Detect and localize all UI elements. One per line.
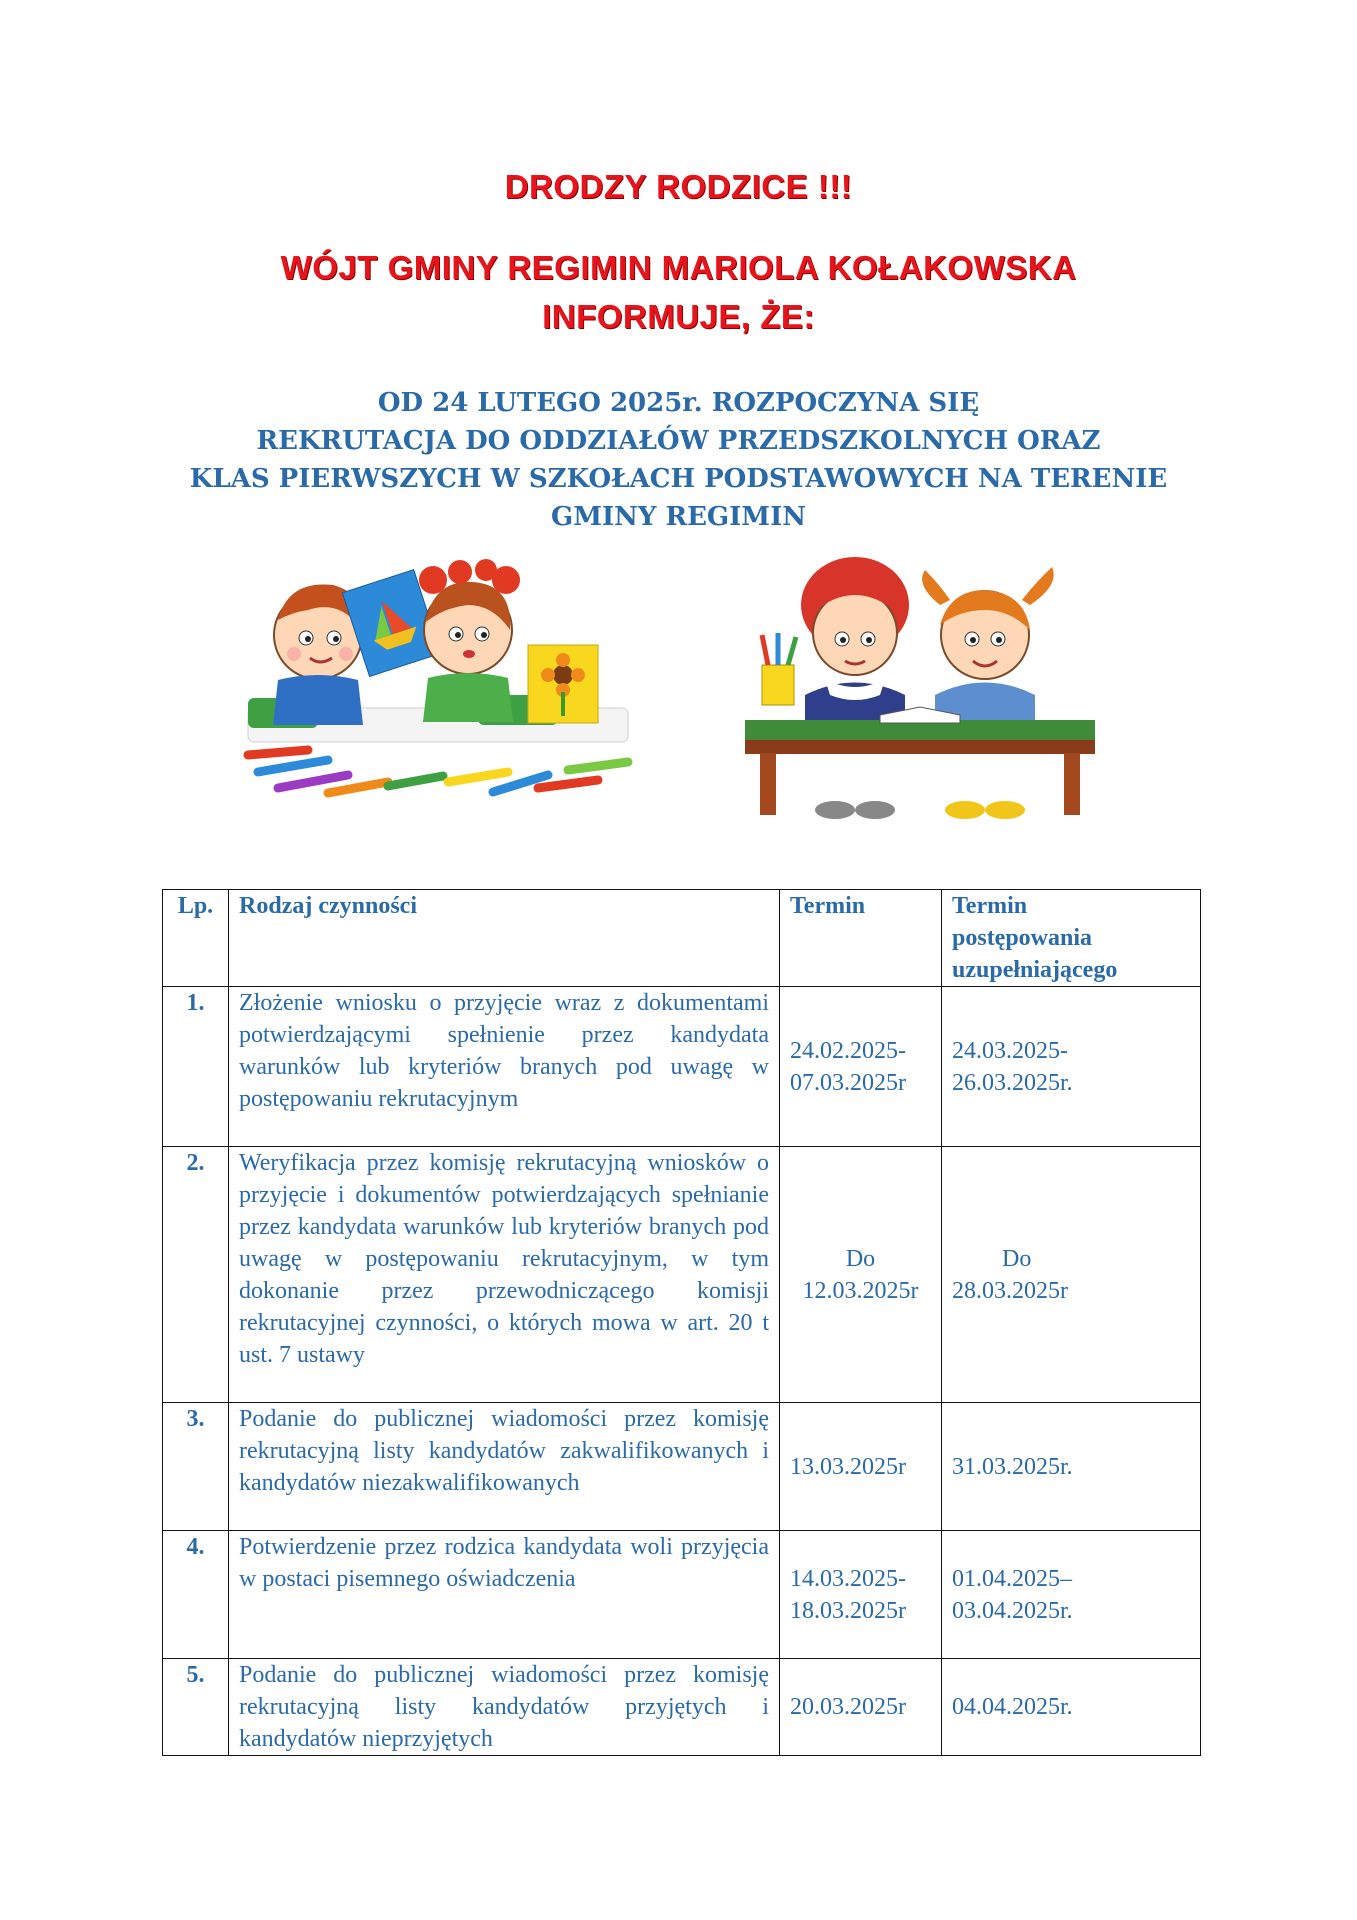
announcement-line-1: OD 24 LUTEGO 2025r. ROZPOCZYNA SIĘ (377, 388, 980, 418)
row-term: 24.02.2025- 07.03.2025r (780, 987, 942, 1147)
recruitment-schedule-table (162, 889, 1201, 1756)
children-drawing-illustration (238, 550, 658, 810)
row-lp: 4. (163, 1531, 229, 1659)
row-term: 14.03.2025- 18.03.2025r (780, 1531, 942, 1659)
row-supplementary-term: 24.03.2025- 26.03.2025r. (942, 987, 1201, 1147)
table-header-row (163, 890, 1201, 987)
table-row (163, 1147, 1201, 1403)
row-activity: Potwierdzenie przez rodzica kandydata woli przyjęcia w postaci pisemnego oświadczenia (229, 1531, 780, 1659)
header-supp-line-3: uzupełniającego (952, 957, 1118, 983)
header-lp: Lp. (163, 890, 229, 987)
header-supp-line-2: postępowania (952, 925, 1093, 951)
row-lp: 2. (163, 1147, 229, 1403)
header-activity: Rodzaj czynności (229, 890, 780, 987)
table-row (163, 987, 1201, 1147)
header-supplementary-term (942, 890, 1201, 987)
greeting-title: DRODZY RODZICE !!! (504, 168, 853, 205)
header-term: Termin (780, 890, 942, 987)
mayor-title: WÓJT GMINY REGIMIN MARIOLA KOŁAKOWSKA (280, 249, 1077, 286)
row-lp: 3. (163, 1403, 229, 1531)
row-supplementary-term: 01.04.2025– 03.04.2025r. (942, 1531, 1201, 1659)
table-row (163, 1403, 1201, 1531)
row-lp: 1. (163, 987, 229, 1147)
row-term: 13.03.2025r (780, 1403, 942, 1531)
row-term: 20.03.2025r (780, 1659, 942, 1756)
announcement-line-3: KLAS PIERWSZYCH W SZKOŁACH PODSTAWOWYCH NA TERENIE (189, 464, 1168, 494)
announcement-line-4: GMINY REGIMIN (550, 502, 807, 532)
row-supplementary-term: Do 28.03.2025r (942, 1147, 1201, 1403)
row-activity: Podanie do publicznej wiadomości przez komisję rekrutacyjną listy kandydatów zakwalifikowanych i kandydatów niezakwalifikowanych (229, 1403, 780, 1531)
row-lp: 5. (163, 1659, 229, 1756)
children-at-desk-illustration (740, 555, 1100, 825)
informs-title: INFORMUJE, ŻE: (542, 298, 815, 335)
announcement-line-2: REKRUTACJA DO ODDZIAŁÓW PRZEDSZKOLNYCH ORAZ (256, 426, 1101, 456)
table-row (163, 1659, 1201, 1756)
row-supplementary-term: 04.04.2025r. (942, 1659, 1201, 1756)
row-activity: Złożenie wniosku o przyjęcie wraz z dokumentami potwierdzającymi spełnienie przez kandydata warunków lub kryteriów branych pod uwagę w postępowaniu rekrutacyjnym (229, 987, 780, 1147)
row-activity: Podanie do publicznej wiadomości przez komisję rekrutacyjną listy kandydatów przyjętych i kandydatów nieprzyjętych (229, 1659, 780, 1756)
row-activity: Weryfikacja przez komisję rekrutacyjną wniosków o przyjęcie i dokumentów potwierdzających spełnianie przez kandydata warunków lub kryteriów branych pod uwagę w postępowaniu rekrutacyjnym, w tym dokonanie przez przewodniczącego komisji rekrutacyjnej czynności, o których mowa w art. 20 t ust. 7 ustawy (229, 1147, 780, 1403)
table-row (163, 1531, 1201, 1659)
header-supp-line-1: Termin (952, 893, 1028, 919)
row-term: Do 12.03.2025r (780, 1147, 942, 1403)
row-supplementary-term: 31.03.2025r. (942, 1403, 1201, 1531)
